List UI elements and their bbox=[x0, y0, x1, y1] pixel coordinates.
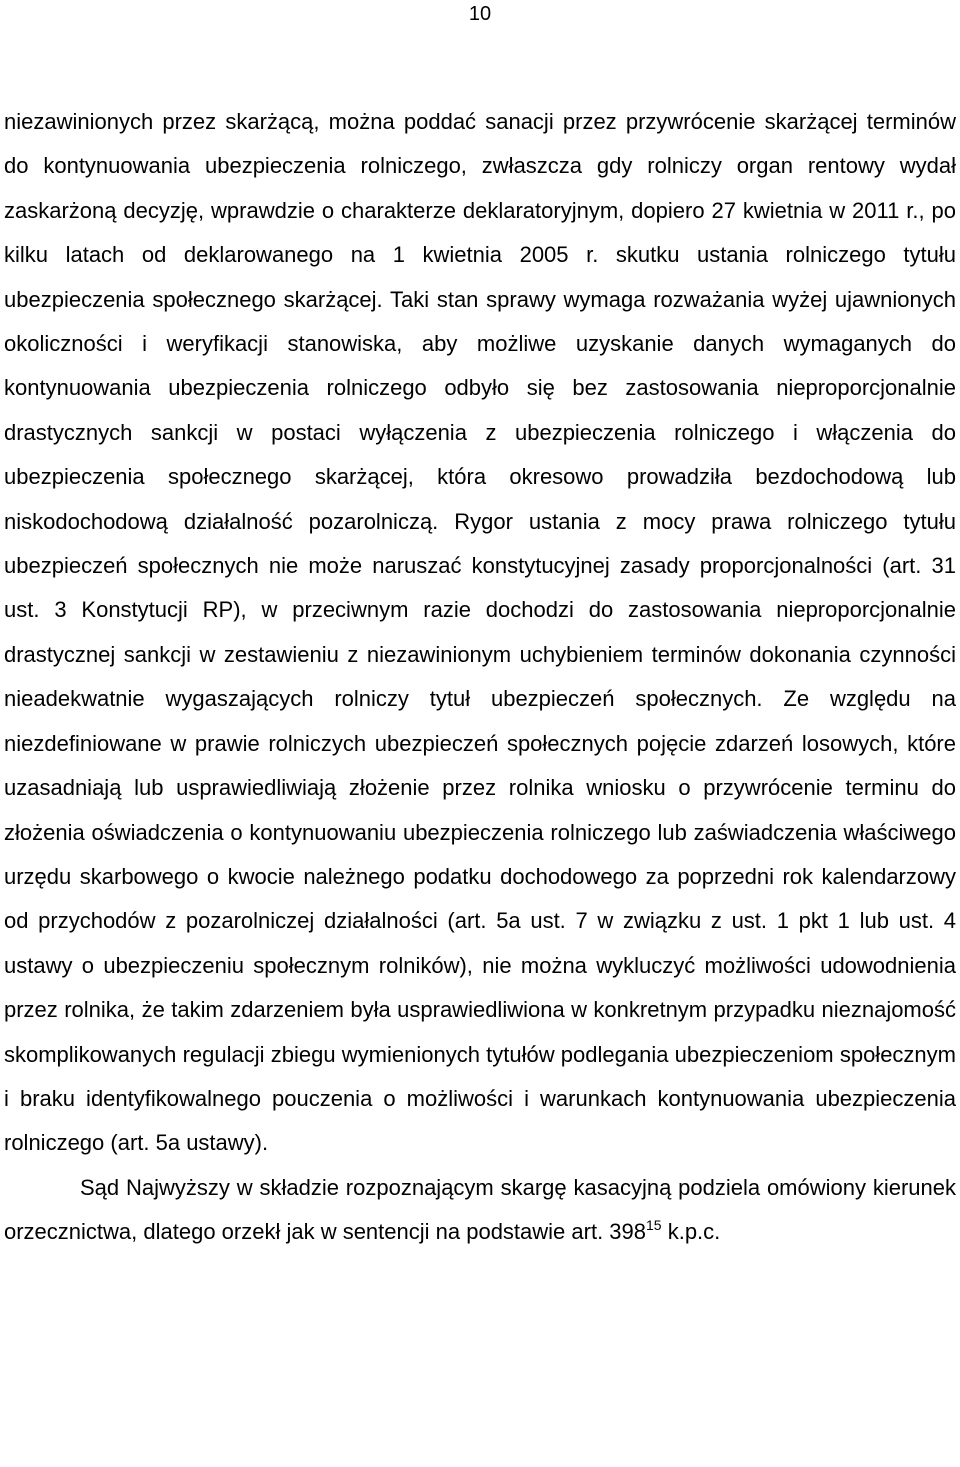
paragraph-2 bbox=[4, 1166, 956, 1255]
page-number: 10 bbox=[468, 3, 492, 25]
paragraph-2-end: k.p.c. bbox=[661, 1219, 721, 1245]
document-body bbox=[4, 100, 956, 1255]
article-superscript: 15 bbox=[646, 1217, 662, 1234]
paragraph-1: niezawinionych przez skarżącą, można poddać sanacji przez przywrócenie skarżącej terminów do kontynuowania ubezpieczenia rolniczego, zwłaszcza gdy rolniczy organ rentowy wydał zaskarżoną decyzję, wprawdzie o charakterze deklaratoryjnym, dopiero 27 kwietnia w 2011 r., po kilku latach od deklarowanego na 1 kwietnia 2005 r. skutku ustania rolniczego tytułu ubezpieczenia społecznego skarżącej. Taki stan sprawy wymaga rozważania wyżej ujawnionych okoliczności i weryfikacji stanowiska, aby możliwe uzyskanie danych wymaganych do kontynuowania ubezpieczenia rolniczego odbyło się bez zastosowania nieproporcjonalnie drastycznych sankcji w postaci wyłączenia z ubezpieczenia rolniczego i włączenia do ubezpieczenia społecznego skarżącej, która okresowo prowadziła bezdochodową lub niskodochodową działalność pozarolniczą. Rygor ustania z mocy prawa rolniczego tytułu ubezpieczeń społecznych nie może naruszać konstytucyjnej zasady proporcjonalności (art. 31 ust. 3 Konstytucji RP), w przeciwnym razie dochodzi do zastosowania nieproporcjonalnie drastycznej sankcji w zestawieniu z niezawinionym uchybieniem terminów dokonania czynności nieadekwatnie wygaszających rolniczy tytuł ubezpieczeń społecznych. Ze względu na niezdefiniowane w prawie rolniczych ubezpieczeń społecznych pojęcie zdarzeń losowych, które uzasadniają lub usprawiedliwiają złożenie przez rolnika wniosku o przywrócenie terminu do złożenia oświadczenia o kontynuowaniu ubezpieczenia rolniczego lub zaświadczenia właściwego urzędu skarbowego o kwocie należnego podatku dochodowego za poprzedni rok kalendarzowy od przychodów z pozarolniczej działalności (art. 5a ust. 7 w związku z ust. 1 pkt 1 lub ust. 4 ustawy o ubezpieczeniu społecznym rolników), nie można wykluczyć możliwości udowodnienia przez rolnika, że takim zdarzeniem była usprawiedliwiona w konkretnym przypadku nieznajomość skomplikowanych regulacji zbiegu wymienionych tytułów podlegania ubezpieczeniom społecznym i braku identyfikowalnego pouczenia o możliwości i warunkach kontynuowania ubezpieczenia rolniczego (art. 5a ustawy). bbox=[4, 109, 956, 1156]
paragraph-2-text: Sąd Najwyższy w składzie rozpoznającym skargę kasacyjną podziela omówiony kierunek orzecznictwa, dlatego orzekł jak w sentencji na podstawie art. 398 bbox=[4, 1174, 956, 1245]
